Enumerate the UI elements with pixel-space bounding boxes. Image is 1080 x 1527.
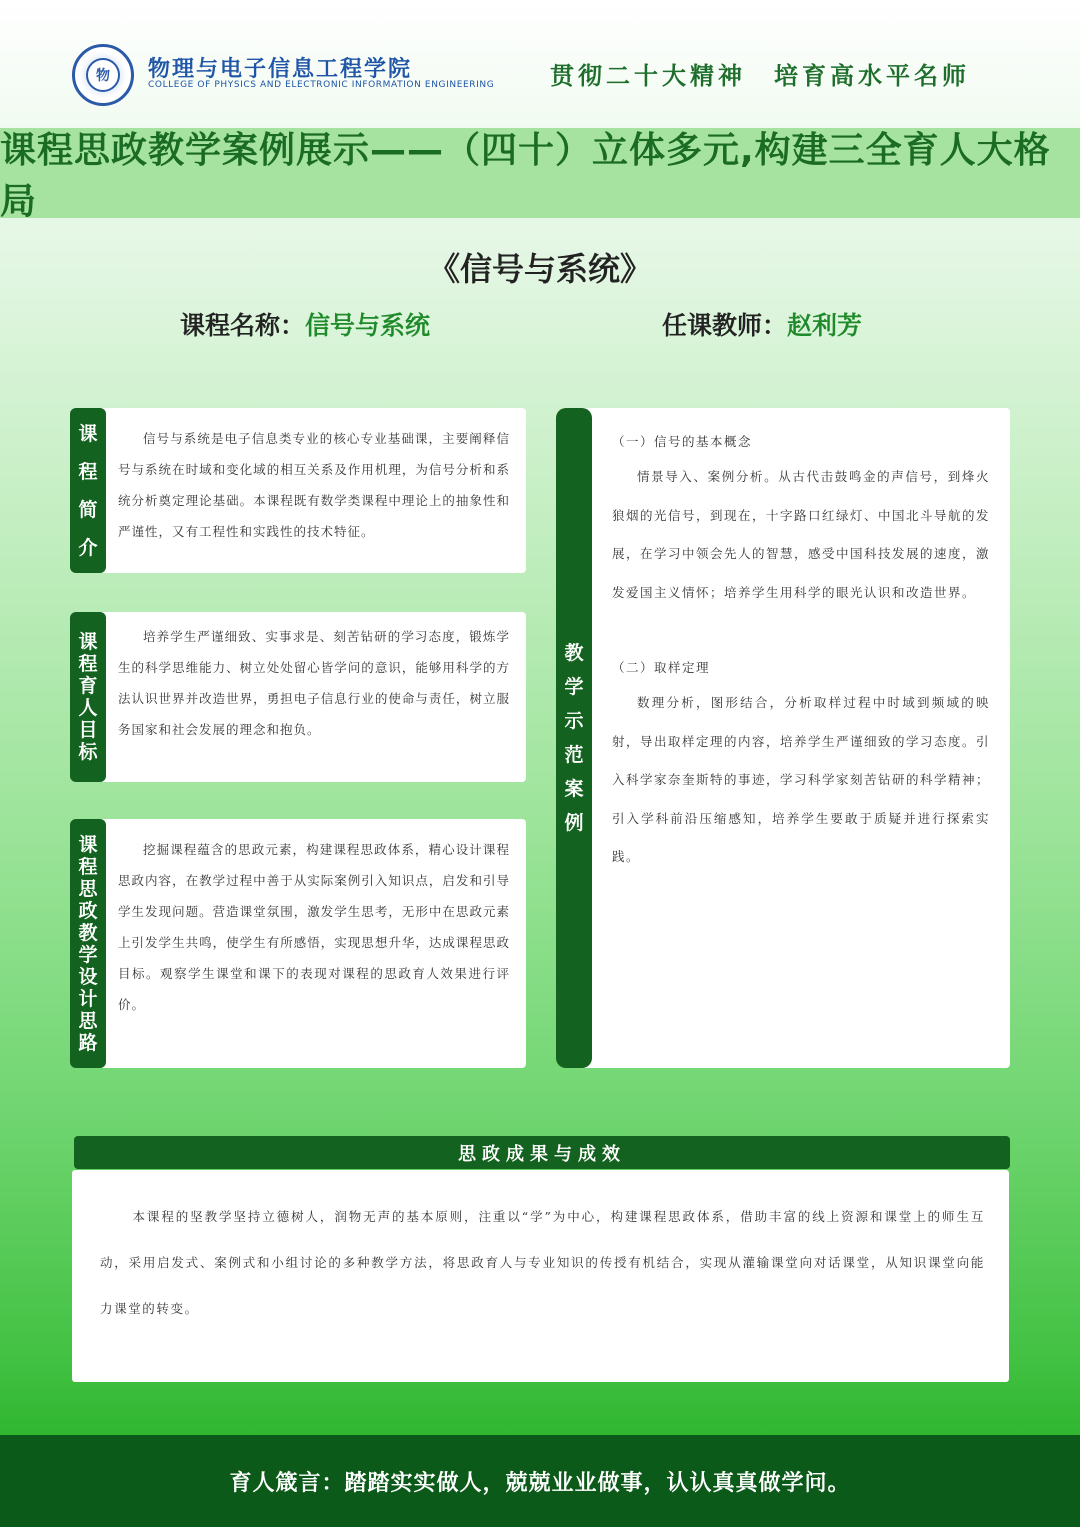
tab-char: 程 xyxy=(78,653,98,675)
result-title: 思政成果与成效 xyxy=(74,1136,1010,1169)
case-part1-title: （一）信号的基本概念 xyxy=(612,434,753,449)
tab-char: 政 xyxy=(78,899,98,922)
teaching-case-tab xyxy=(556,408,592,1068)
tab-char: 示 xyxy=(564,710,584,732)
teacher-meta xyxy=(662,306,862,342)
college-name-cn: 物理与电子信息工程学院 xyxy=(148,57,413,82)
course-goal-text: 培养学生严谨细致、实事求是、刻苦钻研的学习态度，锻炼学生的科学思维能力、树立处处留心皆学问的意识，能够用科学的方法认识世界并改造世界，勇担电子信息行业的使命与责任，树立服务国家和社会发展的理念和抱负。 xyxy=(118,629,510,737)
design-idea-text: 挖掘课程蕴含的思政元素，构建课程思政体系，精心设计课程思政内容，在教学过程中善于从实际案例引入知识点，启发和引导学生发现问题。营造课堂氛围，激发学生思考，无形中在思政元素上引发学生共鸣，使学生有所感悟，实现思想升华，达成课程思政目标。观察学生课堂和课下的表现对课程的思政育人效果进行评价。 xyxy=(118,842,510,1012)
tab-char: 课 xyxy=(78,631,98,653)
tab-char: 计 xyxy=(78,987,98,1010)
title-band xyxy=(0,128,1080,222)
page-title: 课程思政教学案例展示——（四十）立体多元,构建三全育人大格局 xyxy=(0,130,1051,222)
tab-char: 范 xyxy=(564,744,584,766)
tab-char: 路 xyxy=(78,1031,98,1054)
footer xyxy=(0,1435,1080,1527)
tab-char: 案 xyxy=(564,778,584,800)
tab-char: 人 xyxy=(78,697,98,719)
case-part2-title: （二）取样定理 xyxy=(612,660,711,675)
course-intro-text: 信号与系统是电子信息类专业的核心专业基础课，主要阐释信号与系统在时域和变化域的相互关系及作用机理，为信号分析和系统分析奠定理论基础。本课程既有数学类课程中理论上的抽象性和严谨性，又有工程性和实践性的技术特征。 xyxy=(118,431,510,539)
course-name-meta xyxy=(180,306,430,342)
teacher-value: 赵利芳 xyxy=(787,311,863,340)
tab-char: 课 xyxy=(78,422,98,445)
teacher-label: 任课教师： xyxy=(662,311,788,340)
course-goal-tab xyxy=(70,612,106,782)
design-idea-tab xyxy=(70,819,106,1068)
logo-emblem-icon: 物 xyxy=(86,58,120,92)
course-name-value: 信号与系统 xyxy=(305,311,431,340)
college-logo xyxy=(72,44,134,106)
result-text: 本课程的坚教学坚持立德树人，润物无声的基本原则，注重以“学”为中心，构建课程思政体系，借助丰富的线上资源和课堂上的师生互动，采用启发式、案例式和小组讨论的多种教学方法，将思政育人与专业知识的传授有机结合，实现从灌输课堂向对话课堂，从知识课堂向能力课堂的转变。 xyxy=(100,1209,985,1316)
tab-char: 目 xyxy=(78,719,98,741)
tab-char: 学 xyxy=(564,676,584,698)
course-name-label: 课程名称： xyxy=(180,311,306,340)
slogan: 贯彻二十大精神 培育高水平名师 xyxy=(550,61,970,90)
tab-char: 例 xyxy=(564,812,584,834)
tab-char: 程 xyxy=(78,855,98,878)
tab-char: 设 xyxy=(78,965,98,988)
tab-char: 程 xyxy=(78,460,98,483)
tab-char: 标 xyxy=(78,741,98,763)
tab-char: 教 xyxy=(564,642,584,664)
course-title: 《信号与系统》 xyxy=(427,250,652,288)
header xyxy=(0,0,1080,130)
tab-char: 介 xyxy=(78,536,98,559)
tab-char: 教 xyxy=(78,921,98,944)
tab-char: 简 xyxy=(78,498,98,521)
tab-char: 学 xyxy=(78,943,98,966)
tab-char: 课 xyxy=(78,833,98,856)
footer-motto: 育人箴言：踏踏实实做人，兢兢业业做事，认认真真做学问。 xyxy=(229,1470,851,1496)
college-name-en: COLLEGE OF PHYSICS AND ELECTRONIC INFORMATION ENGINEERING xyxy=(148,80,495,90)
tab-char: 思 xyxy=(78,877,98,900)
course-intro-tab xyxy=(70,408,106,573)
teaching-case-content xyxy=(612,432,990,877)
tab-char: 思 xyxy=(78,1009,98,1032)
case-part1-text: 情景导入、案例分析。从古代击鼓鸣金的声信号，到烽火狼烟的光信号，到现在，十字路口红绿灯、中国北斗导航的发展，在学习中领会先人的智慧，感受中国科技发展的速度，激发爱国主义情怀；培养学生用科学的眼光认识和改造世界。 xyxy=(612,469,991,600)
case-part2-text: 数理分析，图形结合，分析取样过程中时域到频域的映射，导出取样定理的内容，培养学生严谨细致的学习态度。引入科学家奈奎斯特的事迹，学习科学家刻苦钻研的科学精神；引入学科前沿压缩感知，培养学生要敢于质疑并进行探索实践。 xyxy=(612,695,991,864)
tab-char: 育 xyxy=(78,675,98,697)
